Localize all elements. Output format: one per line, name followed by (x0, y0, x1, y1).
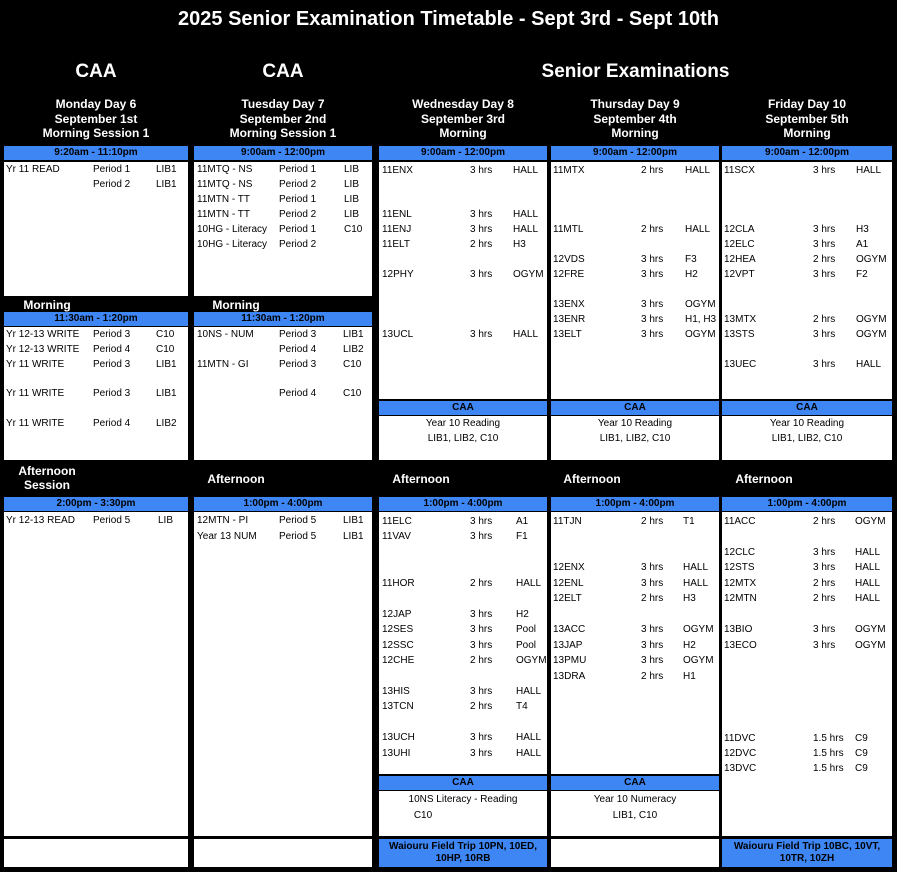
exam-duration: 3 hrs (813, 359, 836, 370)
exam-code: 11ENL (382, 209, 412, 220)
exam-duration: 3 hrs (641, 578, 664, 589)
exam-room: LIB1 (156, 359, 177, 370)
afternoon-label-line: Afternoon (18, 464, 76, 478)
exam-code: 12STS (724, 562, 755, 573)
caa-line: C10 (413, 810, 433, 821)
exam-room: T4 (516, 701, 528, 712)
exam-code: 13ECO (724, 640, 757, 651)
exam-room: LIB2 (156, 418, 177, 429)
caa-line: Year 10 Reading (425, 418, 501, 429)
exam-room: C10 (156, 344, 175, 355)
caa-bottom-box-wednesday (379, 791, 547, 836)
exam-code: 11ENJ (382, 224, 412, 235)
exam-duration: Period 3 (93, 388, 131, 399)
footer-field-trip-friday: Waiouru Field Trip 10BC, 10VT, 10TR, 10ZH (722, 839, 892, 867)
exam-code: 12DVC (724, 748, 757, 759)
footer-cell-tuesday (194, 839, 372, 867)
time-bar-thursday-morning: 9:00am - 12:00pm (551, 146, 719, 160)
exam-duration: Period 3 (279, 359, 317, 370)
exam-code: 11MTQ - NS (197, 164, 253, 175)
exam-code: 12VPT (724, 269, 755, 280)
exam-room: HALL (513, 329, 539, 340)
exam-code: 11VAV (382, 531, 411, 542)
exam-duration: 3 hrs (813, 165, 836, 176)
day-session: Morning (783, 126, 831, 140)
exam-duration: Period 1 (279, 194, 317, 205)
day-date: September 2nd (239, 111, 327, 126)
exam-duration: 2 hrs (813, 578, 836, 589)
exam-code: 11MTN - TT (197, 194, 250, 205)
exam-duration: 2 hrs (641, 516, 664, 527)
caa-line: LIB1, LIB2, C10 (771, 433, 843, 444)
exam-code: 13HIS (382, 686, 410, 697)
day-name: Friday Day 10 (767, 97, 847, 111)
exam-duration: 3 hrs (641, 655, 664, 666)
exam-room: C10 (344, 224, 363, 235)
exam-code: 11TJN (553, 516, 582, 527)
exam-duration: Period 4 (93, 344, 131, 355)
exam-code: 11MTQ - NS (197, 179, 253, 190)
exam-room: HALL (513, 165, 539, 176)
exam-room: HALL (516, 686, 542, 697)
exam-duration: 3 hrs (641, 269, 664, 280)
exam-room: LIB (344, 179, 360, 190)
exam-code: 12ELT (553, 593, 582, 604)
exam-duration: 2 hrs (641, 593, 664, 604)
exam-code: 11MTN - TT (197, 209, 250, 220)
exam-room: C10 (156, 329, 175, 340)
exam-duration: 2 hrs (813, 314, 836, 325)
time-bar-tuesday-morning: 9:00am - 12:00pm (194, 146, 372, 160)
exam-duration: Period 2 (279, 209, 317, 220)
caa-bottom-box-thursday (551, 791, 719, 836)
exam-duration: 3 hrs (813, 547, 836, 558)
exam-code: 13UHI (382, 748, 411, 759)
exam-room: F1 (516, 531, 528, 542)
day-header-tuesday (194, 97, 372, 141)
exam-duration: Period 2 (93, 179, 131, 190)
exam-duration: 3 hrs (813, 329, 836, 340)
exam-room: LIB1 (156, 388, 177, 399)
exam-code: 11ELT (382, 239, 410, 250)
exam-code: Yr 12-13 WRITE (6, 344, 80, 355)
exam-code: 12CLA (724, 224, 755, 235)
exam-code: 12ENX (553, 562, 585, 573)
day-date: September 1st (54, 111, 138, 126)
exam-room: HALL (516, 578, 542, 589)
page-title: 2025 Senior Examination Timetable - Sept 3rd - Sept 10th (178, 8, 719, 30)
exam-duration: 2 hrs (813, 254, 836, 265)
exam-room: C10 (343, 359, 362, 370)
exam-duration: Period 1 (279, 164, 317, 175)
exam-code: 12SES (382, 624, 414, 635)
exam-room: OGYM (855, 516, 886, 527)
exam-code: 11SCX (724, 165, 755, 176)
exam-duration: Period 2 (279, 179, 317, 190)
time-bar-monday-morning-2: 11:30am - 1:20pm (4, 312, 188, 326)
exam-code: 13ACC (553, 624, 586, 635)
exam-code: 12MTN - PI (197, 515, 249, 526)
section-caa-tuesday: CAA (262, 61, 304, 82)
day-date: September 3rd (420, 111, 506, 126)
exam-code: 12SSC (382, 640, 414, 651)
exam-duration: 3 hrs (470, 329, 493, 340)
exam-code: 13ENR (553, 314, 586, 325)
label-friday-afternoon: Afternoon (735, 472, 793, 486)
exam-room: H3 (513, 239, 526, 250)
footer-cell-thursday (551, 839, 719, 867)
exam-code: 13UCL (382, 329, 414, 340)
exam-room: C9 (855, 763, 868, 774)
exam-code: 13UEC (724, 359, 757, 370)
exam-duration: 2 hrs (470, 578, 493, 589)
time-bar-wednesday-afternoon: 1:00pm - 4:00pm (379, 497, 547, 511)
exam-room: LIB (158, 515, 174, 526)
day-name: Thursday Day 9 (590, 97, 680, 111)
caa-line: Year 10 Reading (597, 418, 673, 429)
exam-code: 12JAP (382, 609, 412, 620)
exam-code: 12FRE (553, 269, 585, 280)
exam-code: Yr 11 WRITE (6, 388, 65, 399)
caa-line: Year 10 Numeracy (593, 794, 677, 805)
exam-code: 13BIO (724, 624, 753, 635)
exam-code: Yr 12-13 READ (6, 515, 75, 526)
panel-tuesday-afternoon (194, 512, 372, 836)
exam-code: 11ACC (724, 516, 756, 527)
exam-code: 11HOR (382, 578, 415, 589)
caa-box-friday (722, 416, 892, 460)
exam-duration: 2 hrs (470, 239, 493, 250)
exam-room: F2 (856, 269, 868, 280)
exam-duration: 3 hrs (470, 165, 493, 176)
exam-room: H2 (685, 269, 698, 280)
exam-room: LIB1 (343, 531, 364, 542)
label-wednesday-afternoon: Afternoon (392, 472, 450, 486)
caa-line: 10NS Literacy - Reading (408, 794, 518, 805)
exam-room: H2 (683, 640, 696, 651)
exam-duration: 3 hrs (470, 640, 493, 651)
exam-room: HALL (516, 732, 542, 743)
caa-bottom-title-thursday: CAA (551, 776, 719, 790)
time-bar-friday-afternoon: 1:00pm - 4:00pm (722, 497, 892, 511)
day-date: September 5th (765, 111, 849, 126)
exam-room: A1 (516, 516, 529, 527)
exam-code: Yr 12-13 WRITE (6, 329, 80, 340)
day-name: Tuesday Day 7 (241, 97, 325, 111)
exam-code: Year 13 NUM (197, 531, 257, 542)
time-bar-monday-morning: 9:20am - 11:10pm (4, 146, 188, 160)
exam-room: LIB2 (343, 344, 364, 355)
exam-room: F3 (685, 254, 697, 265)
exam-duration: 1.5 hrs (813, 733, 844, 744)
label-monday-morning-2: Morning (23, 298, 71, 312)
exam-code: 12CHE (382, 655, 415, 666)
panel-friday-afternoon (722, 512, 892, 836)
label-tuesday-morning-2: Morning (212, 298, 260, 312)
day-header-monday (4, 97, 188, 141)
exam-duration: 3 hrs (641, 640, 664, 651)
label-tuesday-afternoon: Afternoon (207, 472, 265, 486)
exam-duration: 3 hrs (813, 624, 836, 635)
exam-duration: 3 hrs (813, 239, 836, 250)
time-bar-tuesday-morning-2: 11:30am - 1:20pm (194, 312, 372, 326)
exam-duration: 3 hrs (641, 299, 664, 310)
exam-duration: 1.5 hrs (813, 763, 844, 774)
exam-code: 12ENL (553, 578, 584, 589)
exam-code: 11MTX (553, 165, 585, 176)
exam-room: Pool (516, 624, 537, 635)
exam-code: Yr 11 WRITE (6, 418, 65, 429)
exam-duration: 2 hrs (641, 224, 664, 235)
exam-duration: Period 5 (279, 531, 317, 542)
exam-duration: 3 hrs (641, 329, 664, 340)
exam-room: LIB1 (156, 164, 177, 175)
exam-room: OGYM (856, 314, 887, 325)
exam-code: 13ENX (553, 299, 585, 310)
exam-duration: 3 hrs (470, 624, 493, 635)
caa-title-thursday: CAA (551, 401, 719, 415)
exam-duration: Period 4 (279, 388, 317, 399)
day-session: Morning Session 1 (42, 126, 150, 140)
exam-duration: 3 hrs (813, 224, 836, 235)
exam-duration: Period 2 (279, 239, 317, 250)
exam-code: 13TCN (382, 701, 414, 712)
exam-room: LIB (344, 194, 360, 205)
exam-room: HALL (855, 578, 881, 589)
exam-room: H1, H3 (685, 314, 717, 325)
exam-duration: 2 hrs (813, 516, 836, 527)
exam-room: HALL (683, 562, 709, 573)
exam-room: T1 (683, 516, 695, 527)
exam-duration: 3 hrs (470, 516, 493, 527)
exam-duration: 3 hrs (641, 314, 664, 325)
exam-room: H3 (683, 593, 696, 604)
exam-room: HALL (513, 224, 539, 235)
exam-duration: 3 hrs (641, 254, 664, 265)
exam-code: 12CLC (724, 547, 756, 558)
afternoon-label-line: Session (23, 478, 71, 492)
exam-code: 13JAP (553, 640, 583, 651)
day-header-thursday (551, 97, 719, 141)
exam-room: HALL (516, 748, 542, 759)
label-thursday-afternoon: Afternoon (563, 472, 621, 486)
exam-code: 10HG - Literacy (197, 224, 268, 235)
exam-duration: Period 3 (279, 329, 317, 340)
exam-code: 12MTN (724, 593, 757, 604)
exam-room: OGYM (855, 640, 886, 651)
exam-room: C9 (855, 748, 868, 759)
exam-duration: 3 hrs (470, 209, 493, 220)
exam-code: 10NS - NUM (197, 329, 254, 340)
exam-room: H2 (516, 609, 529, 620)
exam-room: Pool (516, 640, 537, 651)
exam-room: OGYM (685, 299, 716, 310)
exam-room: LIB1 (343, 329, 364, 340)
exam-duration: Period 1 (93, 164, 131, 175)
exam-duration: Period 3 (93, 359, 131, 370)
exam-room: OGYM (856, 329, 887, 340)
exam-code: 12VDS (553, 254, 585, 265)
exam-code: Yr 11 READ (6, 164, 60, 175)
exam-duration: 3 hrs (470, 686, 493, 697)
exam-duration: 2 hrs (813, 593, 836, 604)
caa-box-thursday (551, 416, 719, 460)
exam-duration: 2 hrs (641, 671, 664, 682)
exam-room: LIB1 (343, 515, 364, 526)
exam-code: 13DVC (724, 763, 757, 774)
section-caa-monday: CAA (75, 61, 117, 82)
exam-room: H3 (856, 224, 869, 235)
caa-line: Year 10 Reading (769, 418, 845, 429)
exam-code: 11ENX (382, 165, 413, 176)
day-session: Morning Session 1 (229, 126, 337, 140)
exam-room: OGYM (856, 254, 887, 265)
exam-code: 12HEA (724, 254, 756, 265)
exam-code: 11MTN - GI (197, 359, 249, 370)
exam-code: 12PHY (382, 269, 414, 280)
time-bar-friday-morning: 9:00am - 12:00pm (722, 146, 892, 160)
panel-monday-afternoon (4, 512, 188, 836)
exam-duration: 3 hrs (470, 269, 493, 280)
exam-room: OGYM (516, 655, 547, 666)
footer-cell-monday (4, 839, 188, 867)
caa-line: LIB1, C10 (612, 810, 658, 821)
exam-duration: Period 5 (279, 515, 317, 526)
exam-duration: 2 hrs (470, 701, 493, 712)
exam-room: C10 (343, 388, 362, 399)
exam-room: OGYM (513, 269, 544, 280)
exam-room: OGYM (683, 655, 714, 666)
day-session: Morning (611, 126, 659, 140)
exam-code: 12ELC (724, 239, 755, 250)
day-name: Monday Day 6 (55, 97, 137, 111)
day-header-wednesday (379, 97, 547, 141)
day-date: September 4th (593, 111, 677, 126)
caa-box-wednesday (379, 416, 547, 460)
exam-room: HALL (855, 593, 881, 604)
exam-code: 13UCH (382, 732, 415, 743)
exam-duration: 3 hrs (470, 531, 493, 542)
exam-room: HALL (855, 562, 881, 573)
exam-code: 13PMU (553, 655, 587, 666)
time-bar-monday-afternoon: 2:00pm - 3:30pm (4, 497, 188, 511)
exam-room: HALL (513, 209, 539, 220)
exam-room: HALL (856, 359, 882, 370)
exam-code: 11DVC (724, 733, 756, 744)
exam-duration: 3 hrs (813, 269, 836, 280)
exam-duration: Period 3 (93, 329, 131, 340)
exam-room: C9 (855, 733, 868, 744)
exam-code: 10HG - Literacy (197, 239, 268, 250)
exam-room: OGYM (855, 624, 886, 635)
label-monday-afternoon (4, 464, 90, 492)
exam-duration: Period 4 (279, 344, 317, 355)
exam-code: Yr 11 WRITE (6, 359, 65, 370)
caa-line: LIB1, LIB2, C10 (427, 433, 499, 444)
time-bar-tuesday-afternoon: 1:00pm - 4:00pm (194, 497, 372, 511)
exam-code: 11ELC (382, 516, 412, 527)
exam-room: HALL (856, 165, 882, 176)
exam-code: 13STS (724, 329, 755, 340)
exam-duration: 3 hrs (470, 609, 493, 620)
exam-duration: Period 4 (93, 418, 131, 429)
exam-duration: 1.5 hrs (813, 748, 844, 759)
exam-room: LIB (344, 164, 360, 175)
exam-duration: Period 5 (93, 515, 131, 526)
caa-title-wednesday: CAA (379, 401, 547, 415)
day-header-friday (722, 97, 892, 141)
exam-duration: 3 hrs (641, 624, 664, 635)
exam-duration: 2 hrs (641, 165, 664, 176)
exam-duration: 3 hrs (470, 748, 493, 759)
section-senior-examinations: Senior Examinations (541, 61, 730, 82)
exam-code: 13ELT (553, 329, 582, 340)
exam-duration: 3 hrs (813, 640, 836, 651)
exam-duration: 3 hrs (470, 224, 493, 235)
caa-line: LIB1, LIB2, C10 (599, 433, 671, 444)
exam-code: 13DRA (553, 671, 586, 682)
caa-title-friday: CAA (722, 401, 892, 415)
exam-room: A1 (856, 239, 869, 250)
exam-room: HALL (685, 224, 711, 235)
footer-field-trip-wednesday: Waiouru Field Trip 10PN, 10ED, 10HP, 10RB (379, 839, 547, 867)
exam-room: HALL (855, 547, 881, 558)
time-bar-thursday-afternoon: 1:00pm - 4:00pm (551, 497, 719, 511)
exam-room: OGYM (683, 624, 714, 635)
exam-room: LIB (344, 209, 360, 220)
exam-code: 12MTX (724, 578, 757, 589)
day-name: Wednesday Day 8 (412, 97, 514, 111)
exam-room: OGYM (685, 329, 716, 340)
caa-bottom-title-wednesday: CAA (379, 776, 547, 790)
day-session: Morning (439, 126, 487, 140)
exam-room: LIB1 (156, 179, 177, 190)
exam-duration: 3 hrs (813, 562, 836, 573)
exam-duration: 3 hrs (641, 562, 664, 573)
exam-duration: Period 1 (279, 224, 317, 235)
exam-room: HALL (683, 578, 709, 589)
exam-code: 13MTX (724, 314, 757, 325)
exam-duration: 3 hrs (470, 732, 493, 743)
exam-room: H1 (683, 671, 696, 682)
time-bar-wednesday-morning: 9:00am - 12:00pm (379, 146, 547, 160)
exam-duration: 2 hrs (470, 655, 493, 666)
exam-room: HALL (685, 165, 711, 176)
exam-code: 11MTL (553, 224, 584, 235)
